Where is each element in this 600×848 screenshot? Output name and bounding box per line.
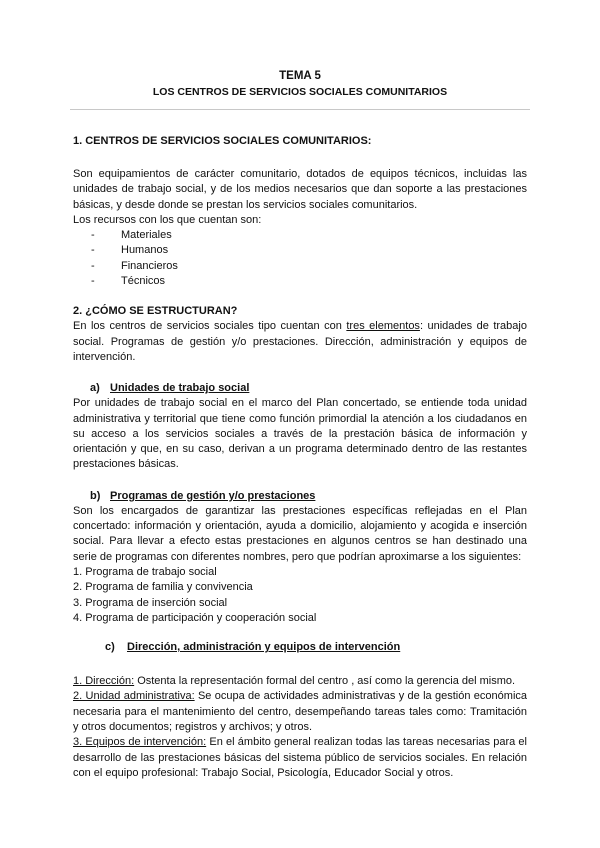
header-divider: [70, 109, 530, 110]
section2-heading: 2. ¿CÓMO SE ESTRUCTURAN?: [73, 305, 238, 318]
dash-bullet: -: [91, 259, 95, 272]
list-item: 4. Programa de participación y cooperación social: [73, 611, 317, 624]
section1-heading: 1. CENTROS DE SERVICIOS SOCIALES COMUNITARIOS:: [73, 135, 372, 147]
subsection-a-heading: a) Unidades de trabajo social: [90, 382, 250, 395]
list-item: - Materiales: [73, 228, 527, 243]
subsection-a-text: Por unidades de trabajo social en el marco del Plan concertado, se entiende toda unidad administrativa y territorial que tiene como función primordial la atención a los ciudadanos en su acceso a los servicios sociales a través de la prestación básica de información y orientación y que, en su caso, derivan a un programa determinado dentro de las restantes prestaciones básicas.: [73, 397, 527, 471]
dash-bullet: -: [91, 229, 95, 242]
subsection-b-heading: b) Programas de gestión y/o prestaciones: [90, 489, 316, 502]
list-item: - Financieros: [73, 259, 527, 274]
resources-list: [73, 228, 527, 289]
list-item: - Técnicos: [73, 274, 527, 289]
programs-list: [73, 565, 527, 626]
section1-paragraph: Son equipamientos de carácter comunitario, dotados de equipos técnicos, incluidas las unidades de trabajo social, y de los medios necesarios que dan soporte a las prestaciones básicas, y desde donde se prestan los servicios sociales comunitarios.: [73, 168, 527, 211]
list-item: 3. Programa de inserción social: [73, 596, 228, 609]
section2-intro: En los centros de servicios sociales tipo cuentan con tres elementos: unidades de trabajo social. Programas de gestión y/o prestaciones. Dirección, administración y equipos de intervención.: [73, 320, 527, 363]
item-equipos-intervencion: 3. Equipos de intervención: En el ámbito general realizan todas las tareas necesarias para el desarrollo de las prestaciones básicas del sistema público de servicios sociales. En relación con el equipo profesional: Trabajo Social, Psicología, Educador Social y otros.: [73, 736, 527, 779]
item-unidad-administrativa: 2. Unidad administrativa: Se ocupa de actividades administrativas y de la gestión económica necesaria para el mantenimiento del centro, desempeñando tareas tales como: Tramitación y otros documentos; registros y archivos; y otros.: [73, 690, 528, 734]
underlined-phrase: tres elementos: [346, 320, 420, 333]
list-item: - Humanos: [73, 243, 527, 258]
doc-title: TEMA 5: [279, 70, 321, 82]
item-direccion: 1. Dirección: Ostenta la representación formal del centro , así como la gerencia del mismo.: [73, 675, 516, 688]
section1-resources-intro: Los recursos con los que cuentan son:: [73, 213, 262, 226]
doc-subtitle: LOS CENTROS DE SERVICIOS SOCIALES COMUNITARIOS: [152, 86, 448, 98]
subsection-b-text: Son los encargados de garantizar las prestaciones específicas reflejadas en el Plan concertado: información y orientación, ayuda a domicilio, alojamiento y acogida e inserción social. Para llevar a efecto estas prestaciones en algunos centros se han destinado una serie de programas con diferentes nombres, pero que podrían aproximarse a los siguientes:: [73, 504, 527, 563]
dash-bullet: -: [91, 244, 95, 257]
subsection-c-heading: c) Dirección, administración y equipos de intervención: [105, 641, 401, 654]
list-item: 1. Programa de trabajo social: [73, 565, 217, 578]
document-page: [73, 68, 527, 781]
list-item: 2. Programa de familia y convivencia: [73, 581, 253, 594]
dash-bullet: -: [91, 275, 95, 288]
